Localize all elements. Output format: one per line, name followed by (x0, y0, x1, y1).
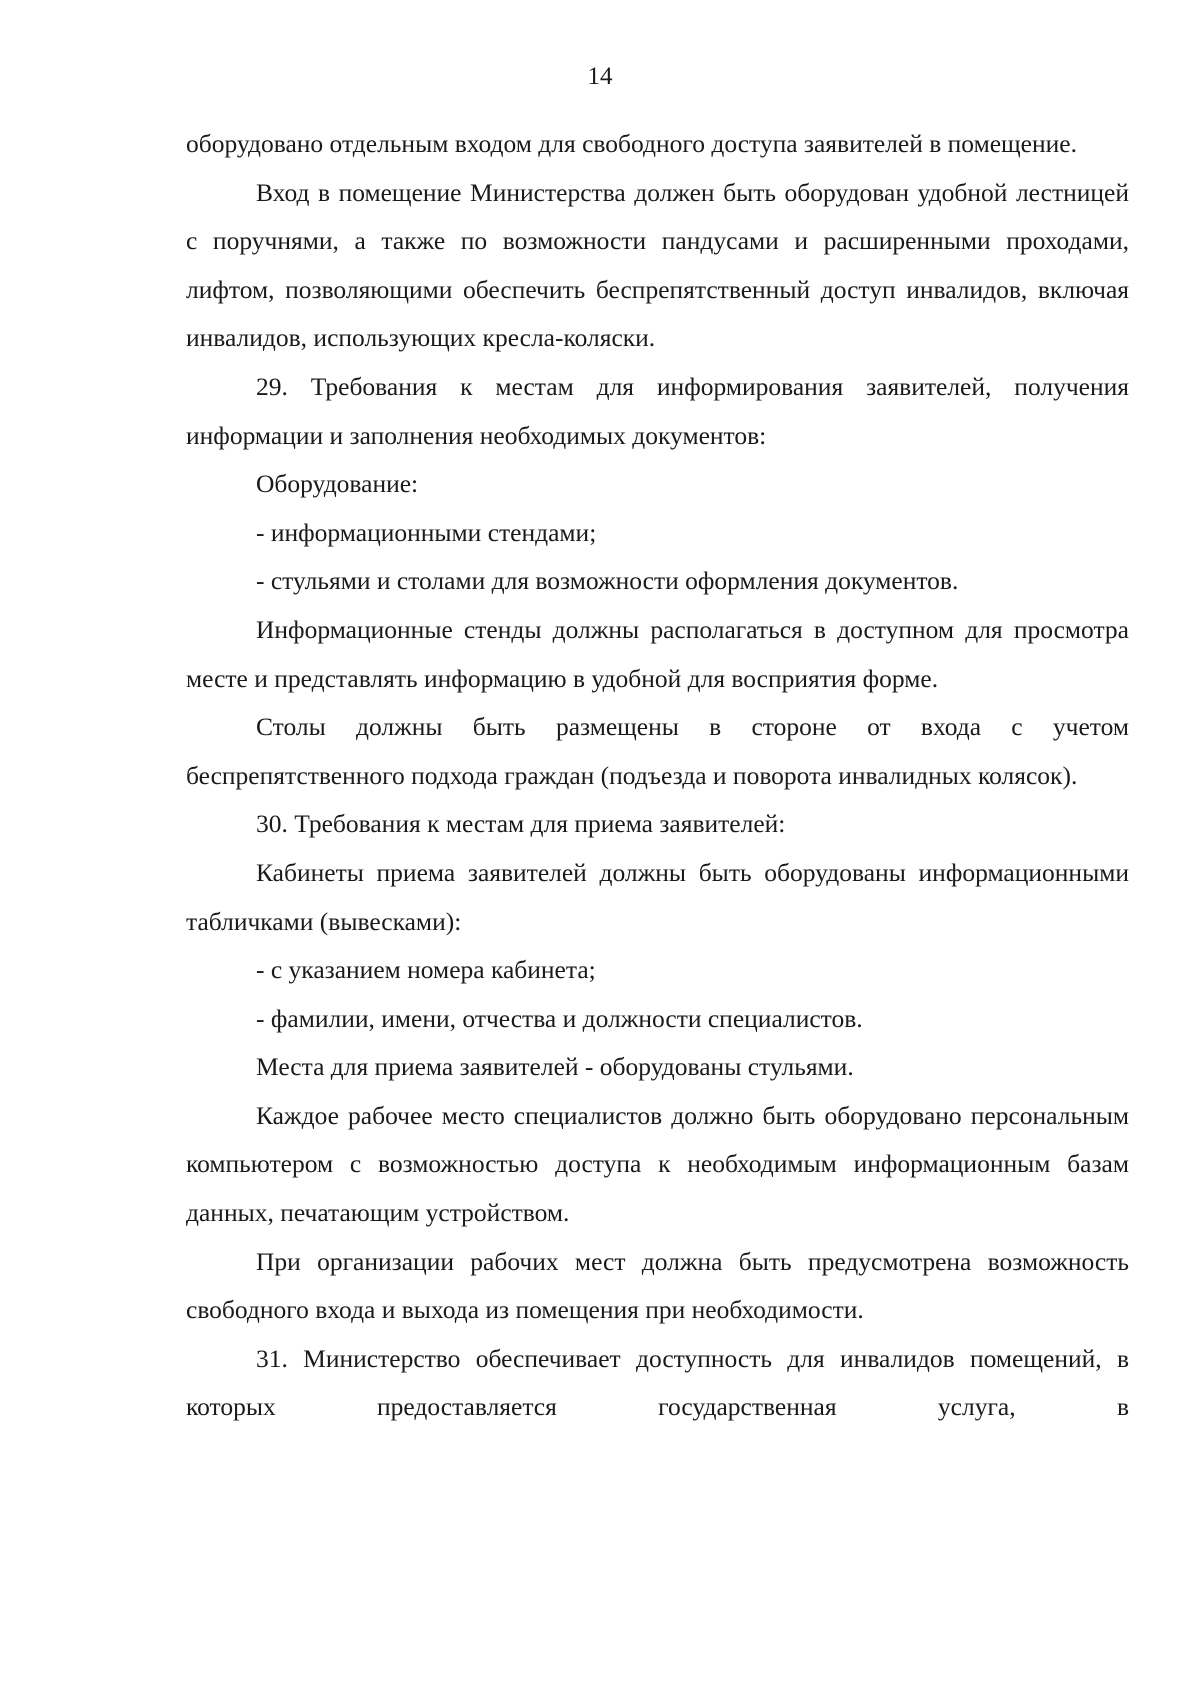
paragraph-item-30: 30. Требования к местам для приема заявителей: (256, 809, 786, 839)
paragraph-item-31: 31. Министерство обеспечивает доступность для инвалидов помещений, в которых предоставляется государственная услуга, в (186, 1343, 1129, 1422)
paragraph-tables: Столы должны быть размещены в стороне от входа с учетом беспрепятственного подхода граждан (подъезда и поворота инвалидных колясок). (186, 712, 1129, 790)
paragraph-info-stands: Информационные стенды должны располагаться в доступном для просмотра месте и представлять информацию в удобной для восприятия форме. (186, 614, 1129, 693)
paragraph-workplaces: Каждое рабочее место специалистов должно быть оборудовано персональным компьютером с возможностью доступа к необходимым информационным базам данных, печатающим устройством. (186, 1100, 1129, 1228)
list-item-specialist-names: - фамилии, имени, отчества и должности специалистов. (256, 1003, 863, 1033)
paragraph-reception-places: Места для приема заявителей - оборудованы стульями. (256, 1052, 854, 1082)
paragraph-equipment-heading: Оборудование: (256, 469, 419, 499)
paragraph-free-access: При организации рабочих мест должна быть предусмотрена возможность свободного входа и выхода из помещения при необходимости. (186, 1246, 1129, 1325)
paragraph-entrance-equipment: Вход в помещение Министерства должен быть оборудован удобной лестницей с поручнями, а также по возможности пандусами и расширенными проходами, лифтом, позволяющими обеспечить беспрепятственный доступ инвалидов, включая инвалидов, использующих кресла-коляски. (186, 177, 1129, 353)
paragraph-item-29: 29. Требования к местам для информирования заявителей, получения информации и заполнения необходимых документов: (186, 371, 1129, 450)
paragraph-entrance-continuation: оборудовано отдельным входом для свободного доступа заявителей в помещение. (186, 129, 1077, 158)
document-body (186, 120, 1129, 1432)
paragraph-cabinets: Кабинеты приема заявителей должны быть оборудованы информационными табличками (вывесками): (186, 857, 1129, 936)
list-item-chairs-tables: - стульями и столами для возможности оформления документов. (256, 566, 959, 596)
page-number: 14 (587, 63, 613, 90)
list-item-cabinet-number: - с указанием номера кабинета; (256, 955, 596, 985)
list-item-stands: - информационными стендами; (256, 517, 597, 547)
